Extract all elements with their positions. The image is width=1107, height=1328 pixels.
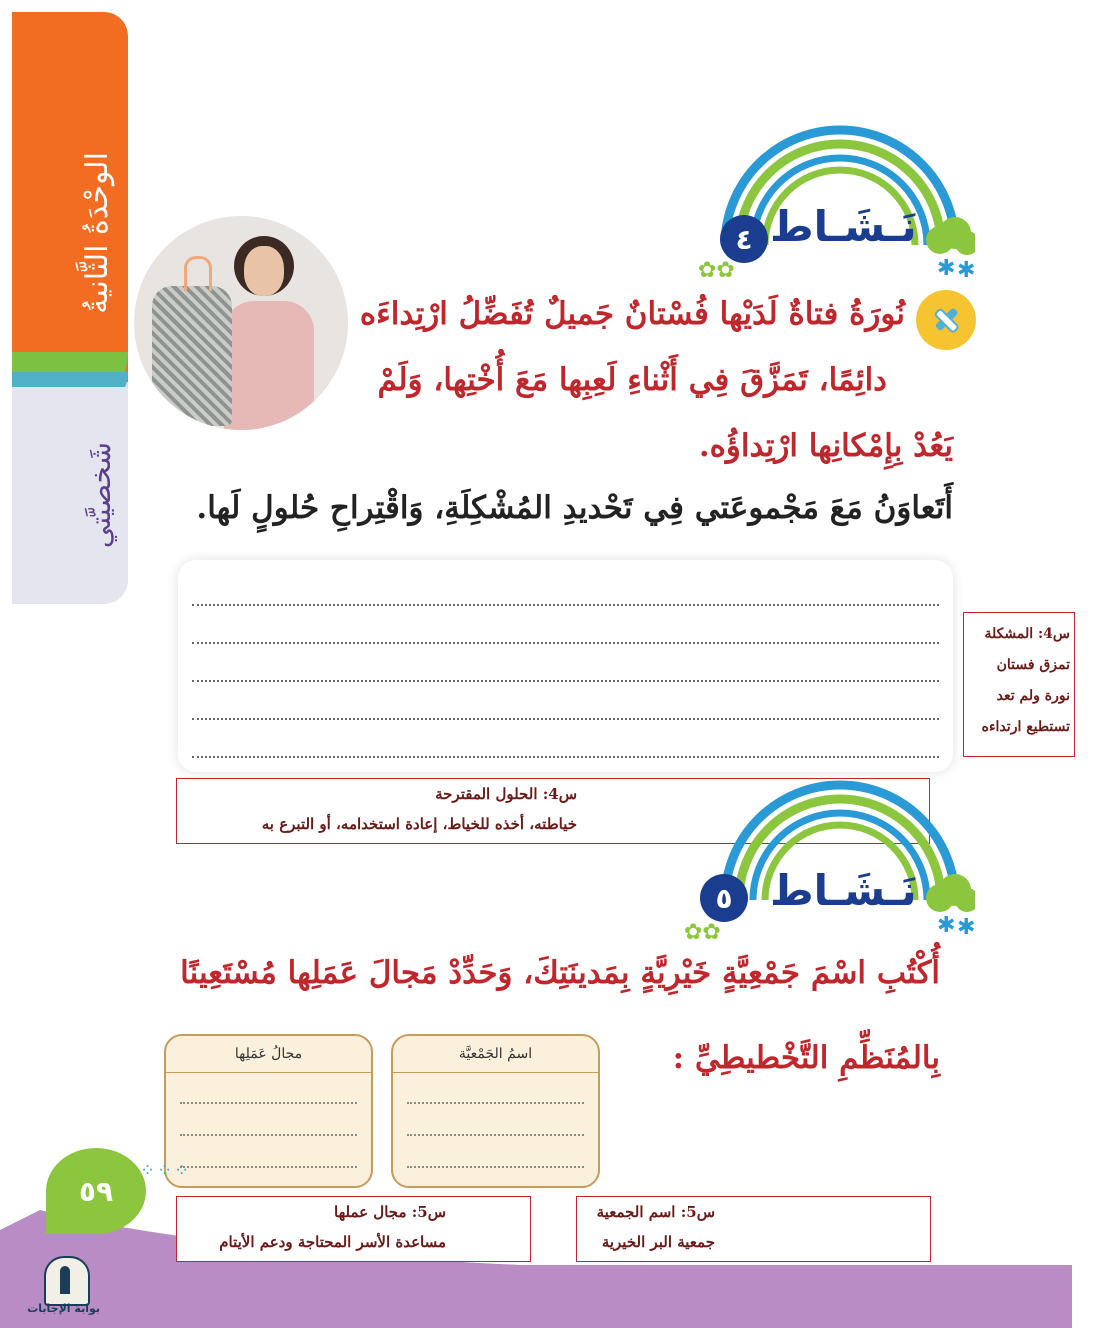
- organization-name-card[interactable]: [391, 1034, 600, 1188]
- activity-5-instruction-line-2: بِالمُنَظِّمِ التَّخْطيطِيِّ :: [672, 1040, 940, 1076]
- activity-5-instruction-line-1: أُكْتُبِ اسْمَ جَمْعِيَّةٍ خَيْرِيَّةٍ بِمَدينَتِكَ، وَحَدِّدْ مَجالَ عَمَلِها مُسْتَعِينًا: [180, 955, 940, 991]
- unit-side-band: [12, 12, 128, 604]
- svg-text:✱: ✱: [957, 915, 975, 940]
- organization-name-answer-text: جمعية البر الخيرية: [601, 1233, 715, 1251]
- work-field-answer-box: [176, 1196, 531, 1262]
- activity-4-instruction: أَتَعاوَنُ مَعَ مَجْموعَتي فِي تَحْديدِ المُشْكِلَةِ، وَاقْتِراحِ حُلولٍ لَها.: [196, 490, 953, 526]
- svg-text:✱: ✱: [957, 258, 975, 283]
- organization-name-answer-label: س5: اسم الجمعية: [596, 1203, 715, 1221]
- solutions-answer-label: س4: الحلول المقترحة: [435, 785, 577, 803]
- dots-logo-icon: ⁘⁘⁘: [140, 1160, 192, 1181]
- footer-band: [0, 1170, 1107, 1328]
- page-number-bubble: [46, 1148, 146, 1234]
- organization-name-header: اسمُ الجَمْعيَّة: [393, 1036, 598, 1073]
- pencil-icon: [916, 290, 976, 350]
- activity-4-paragraph-line-3: يَعُدْ بِإِمْكانِها ارْتِداؤُه.: [698, 428, 953, 464]
- unit-subtitle: شَخصيَّتي: [84, 442, 117, 549]
- activity-5-title: نَـشَـاط: [770, 866, 917, 915]
- problem-answer-label: س4: المشكلة: [984, 626, 1070, 642]
- problem-answer-line: تستطيع ارتداءه: [981, 719, 1070, 735]
- problem-answer-line: تمزق فستان: [996, 657, 1070, 673]
- organization-name-answer-box: [576, 1196, 931, 1262]
- work-field-header: مجالُ عَمَلِها: [166, 1036, 371, 1073]
- work-field-answer-label: س5: مجال عملها: [334, 1203, 446, 1221]
- girl-with-dress-photo: [134, 216, 348, 430]
- activity-4-number: ٤: [720, 215, 768, 263]
- writing-area[interactable]: [178, 560, 953, 772]
- solutions-answer-text: خياطته، أخذه للخياط، إعادة استخدامه، أو التبرع به: [261, 815, 577, 833]
- problem-answer-box: [963, 612, 1075, 757]
- svg-text:✱: ✱: [937, 913, 956, 938]
- portal-name[interactable]: بوابة الإجابات: [27, 1302, 100, 1315]
- problem-answer-line: نورة ولم تعد: [996, 688, 1070, 704]
- activity-4-paragraph-line-2: دائِمًا، تَمَزَّقَ فِي أَثْناءِ لَعِبِها مَعَ أُخْتِها، وَلَمْ: [377, 362, 887, 398]
- activity-4-title: نَـشَـاط: [770, 202, 917, 251]
- work-field-card[interactable]: [164, 1034, 373, 1188]
- portal-logo-icon: [44, 1256, 90, 1306]
- page-number: ٥٩: [78, 1174, 114, 1208]
- activity-5-number: ٥: [700, 874, 748, 922]
- svg-text:✱: ✱: [937, 256, 956, 281]
- flower-icon: ✿✿: [684, 920, 721, 945]
- activity-4-paragraph-line-1: نُورَةُ فتاةٌ لَدَيْها فُسْتانٌ جَميلٌ تُفَضِّلُ ارْتِداءَه: [359, 296, 905, 332]
- flower-icon: ✿✿: [698, 258, 735, 283]
- unit-title: الوحْدَةُ الثَّانيةُ: [80, 152, 115, 314]
- work-field-answer-text: مساعدة الأسر المحتاجة ودعم الأيتام: [219, 1233, 446, 1251]
